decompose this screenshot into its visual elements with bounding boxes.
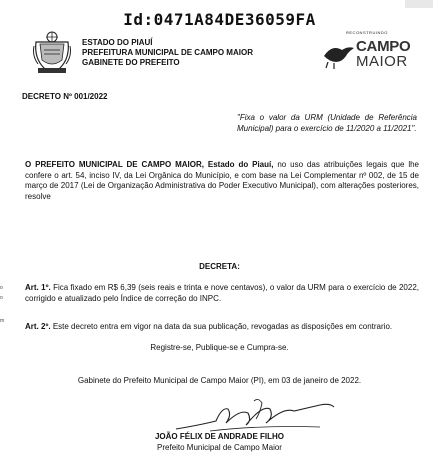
article-1 (25, 283, 419, 304)
state-coat-of-arms-icon (32, 28, 72, 76)
handwritten-signature (170, 395, 340, 437)
campo-maior-logo (322, 30, 412, 78)
article-1-text: Fica fixado em R$ 6,39 (seis reais e trinta e nove centavos), o valor da URM para o exercício de 2022, corrigido e atualizado pelo Índice de correção do INPC. (25, 283, 420, 303)
article-2 (25, 322, 419, 333)
corner-mark (405, 0, 433, 8)
header-prefecture: PREFEITURA MUNICIPAL DE CAMPO MAIOR (82, 48, 253, 57)
preamble-lead: O PREFEITO MUNICIPAL DE CAMPO MAIOR, Estado do Piauí, (25, 160, 274, 169)
document-id: Id:0471A84DE36059FA (123, 10, 316, 29)
preamble-text: no uso das atribuições legais que lhe confere o art. 54, inciso IV, da Lei Orgânica do Município, e com base na Lei Complementar nº 002, de 15 de março de 2017 (Lei de Organização Administrativa do Poder Executivo Municipal), com alterações posteriores, resolve (25, 160, 419, 201)
header-state: ESTADO DO PIAUÍ (82, 38, 153, 47)
article-2-label: Art. 2º. (25, 322, 51, 331)
margin-mark: o (0, 285, 3, 291)
decree-summary: "Fixa o valor da URM (Unidade de Referência Municipal) para o exercício de 11/2020 a 11/2021". (237, 113, 417, 133)
dateline: Gabinete do Prefeito Municipal de Campo Maior (PI), em 03 de janeiro de 2022. (77, 376, 362, 385)
decree-number: DECRETO Nº 001/2022 (22, 92, 108, 101)
bird-emblem-icon (322, 40, 356, 70)
signer-role: Prefeito Municipal de Campo Maior (157, 443, 282, 452)
preamble-paragraph (25, 160, 419, 202)
government-header (82, 38, 253, 68)
logo-word-campo: CAMPO (356, 38, 411, 55)
closing-formula: Registre-se, Publique-se e Cumpra-se. (150, 343, 289, 352)
signer-name: JOÃO FÉLIX DE ANDRADE FILHO (154, 432, 285, 441)
margin-mark: m (0, 318, 5, 324)
logo-tagline: RECONSTRUINDO (346, 30, 388, 35)
article-1-label: Art. 1º. (25, 283, 51, 292)
logo-word-maior: MAIOR (356, 53, 408, 70)
header-office: GABINETE DO PREFEITO (82, 58, 180, 67)
decreta-heading: DECRETA: (199, 262, 240, 271)
article-2-text: Este decreto entra em vigor na data da sua publicação, revogadas as disposições em contrario. (50, 322, 393, 331)
margin-mark: o (0, 295, 3, 301)
